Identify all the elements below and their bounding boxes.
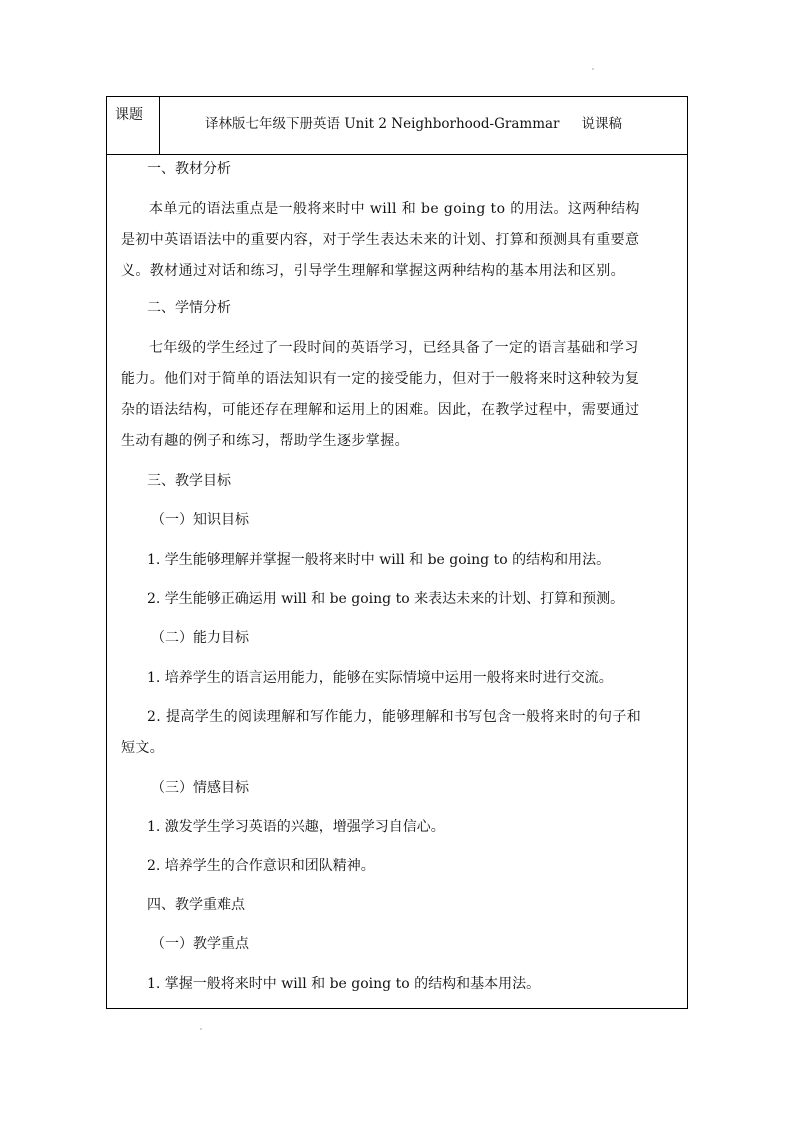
lesson-plan-table xyxy=(106,96,688,1009)
ability-item-2-cont: 短文。 xyxy=(121,740,165,756)
key-point-item-1: 1. 掌握一般将来时中 will 和 be going to 的结构和基本用法。 xyxy=(147,976,541,992)
knowledge-item-1: 1. 学生能够理解并掌握一般将来时中 will 和 be going to 的结构和用法。 xyxy=(147,552,611,568)
ability-item-2: 2. 提高学生的阅读理解和写作能力，能够理解和书写包含一般将来时的句子和 xyxy=(147,709,642,725)
paragraph-line: 生动有趣的例子和练习，帮助学生逐步掌握。 xyxy=(121,433,409,449)
label-cell xyxy=(107,97,160,154)
emotion-item-1: 1. 激发学生学习英语的兴趣，增强学习自信心。 xyxy=(147,819,445,835)
lesson-title xyxy=(205,115,622,133)
lesson-title-tail: 说课稿 xyxy=(581,116,622,132)
lesson-title-main: 译林版七年级下册英语 Unit 2 Neighborhood-Grammar xyxy=(205,116,560,132)
section-heading-students: 二、学情分析 xyxy=(147,300,231,316)
header-row xyxy=(107,97,687,155)
paragraph-line: 义。教材通过对话和练习，引导学生理解和掌握这两种结构的基本用法和区别。 xyxy=(121,263,625,279)
paragraph-line: 本单元的语法重点是一般将来时中 will 和 be going to 的用法。这两种结构 xyxy=(149,201,640,217)
subheading-ability: （二）能力目标 xyxy=(151,630,249,646)
subject-label: 课题 xyxy=(115,107,143,123)
page-mark-bottom xyxy=(200,1028,202,1030)
section-heading-key-points: 四、教学重难点 xyxy=(147,897,245,913)
paragraph-line: 七年级的学生经过了一段时间的英语学习，已经具备了一定的语言基础和学习 xyxy=(149,340,639,356)
subheading-key: （一）教学重点 xyxy=(151,936,249,952)
section-heading-objectives: 三、教学目标 xyxy=(147,473,231,489)
subheading-emotion: （三）情感目标 xyxy=(151,780,249,796)
emotion-item-2: 2. 培养学生的合作意识和团队精神。 xyxy=(147,858,375,874)
subheading-knowledge: （一）知识目标 xyxy=(151,512,249,528)
ability-item-1: 1. 培养学生的语言运用能力，能够在实际情境中运用一般将来时进行交流。 xyxy=(147,670,613,686)
section-heading-textbook: 一、教材分析 xyxy=(147,161,231,177)
page-mark-top xyxy=(592,68,594,70)
content-cell xyxy=(107,155,687,1008)
knowledge-item-2: 2. 学生能够正确运用 will 和 be going to 来表达未来的计划、打算和预测。 xyxy=(147,591,625,607)
paragraph-line: 能力。他们对于简单的语法知识有一定的接受能力，但对于一般将来时这种较为复 xyxy=(121,371,640,387)
paragraph-line: 是初中英语语法中的重要内容，对于学生表达未来的计划、打算和预测具有重要意 xyxy=(121,232,640,248)
paragraph-line: 杂的语法结构，可能还存在理解和运用上的困难。因此，在教学过程中，需要通过 xyxy=(121,402,640,418)
